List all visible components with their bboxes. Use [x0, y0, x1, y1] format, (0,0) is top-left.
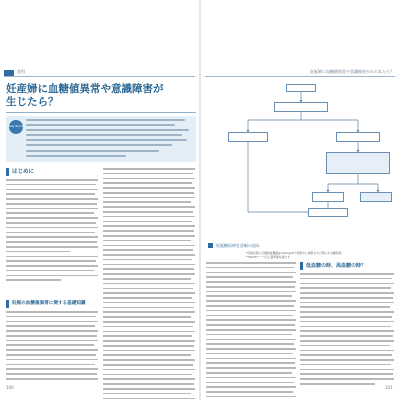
header-rule-right [205, 76, 395, 77]
subhead-intro [6, 168, 96, 176]
flow-node-positive [336, 132, 380, 142]
left-column-body [6, 179, 98, 284]
subhead-diagnosis [6, 300, 98, 308]
right-column-body [103, 168, 195, 400]
keypoint-box [6, 116, 196, 162]
flowchart [208, 80, 394, 238]
left-column-body-2 [6, 311, 98, 383]
figure-caption-icon [208, 243, 213, 248]
flow-node-followup [308, 208, 348, 217]
subhead-diagnosis-text: 妊娠の血糖値異常に関する基礎知識 [12, 301, 86, 306]
keypoint-icon [9, 120, 23, 134]
subhead-glucose [300, 262, 395, 270]
figure-footnote-2: **OGTTで一つ以上基準値を満たす [246, 255, 290, 259]
page-number-right: 101 [385, 385, 393, 390]
keypoint-badge-text: Key Point [9, 124, 23, 128]
flow-node-ogtt [326, 152, 390, 174]
figure-caption: 妊娠糖尿病を診断の流れ [216, 242, 260, 248]
page-number-left: 100 [6, 385, 14, 390]
flow-node-screening [274, 102, 328, 112]
keypoint-text [26, 119, 192, 160]
subhead-marker [6, 168, 9, 176]
figure-footnote-1: *妊娠初期に空腹時血糖値≧126mg/dlで妊娠中に診断された明らかな糖尿病 [246, 251, 342, 255]
header-rule-left [4, 76, 195, 77]
right-page-col-1 [206, 262, 296, 400]
running-head: 妊娠婦に血糖値異常や意識障害がみられたら？ [310, 69, 394, 74]
title-line-2: 生じたら？ [6, 96, 59, 108]
left-page [0, 0, 199, 400]
flow-node-start [286, 84, 316, 92]
title-rule [6, 112, 196, 113]
page-title [6, 83, 196, 109]
right-page-col-2 [300, 273, 394, 388]
subhead-marker [300, 262, 303, 270]
flow-node-gdm [360, 192, 392, 202]
subhead-marker [6, 300, 9, 308]
subhead-glucose-text: 低血糖の時、高血糖の時？ [306, 263, 367, 269]
flow-node-negative [228, 132, 268, 142]
title-line-1: 妊産婦に血糖値異常や意識障害が [6, 83, 164, 95]
flow-node-normal [312, 192, 344, 202]
subhead-intro-text: はじめに [12, 169, 35, 175]
section-label: 産科 [17, 69, 25, 74]
